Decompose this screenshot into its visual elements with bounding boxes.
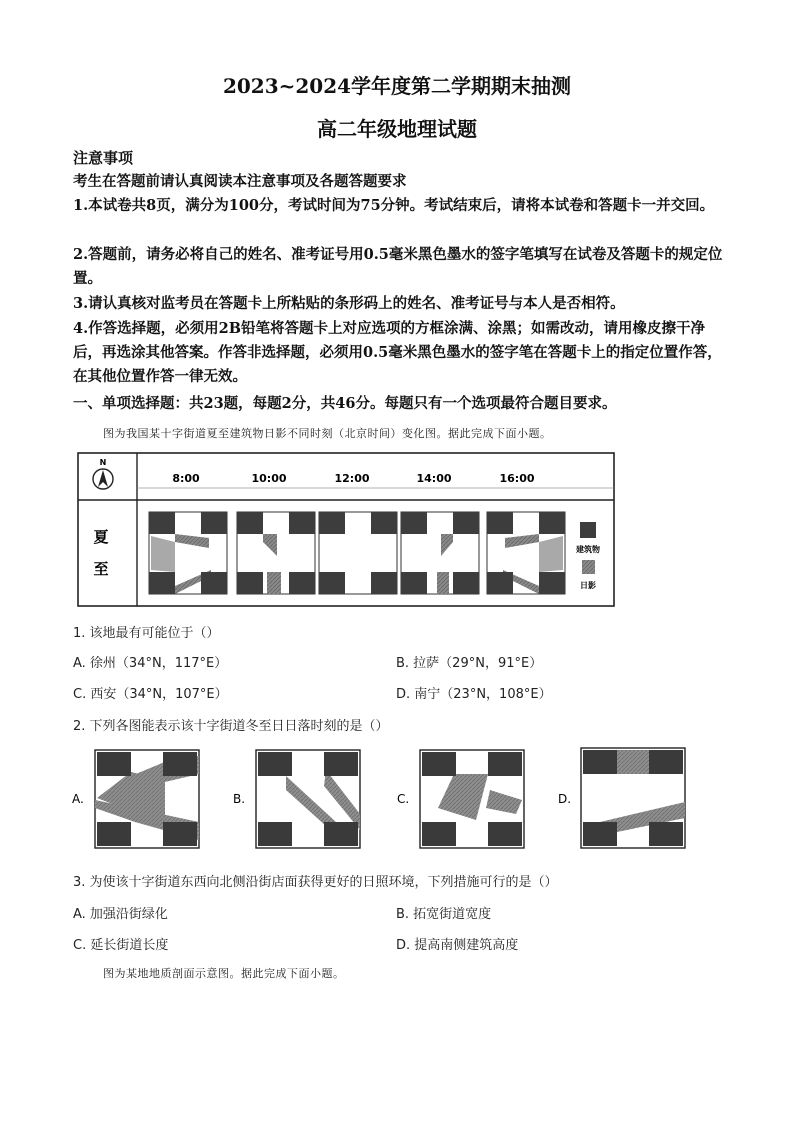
notice-item-3: 3.请认真核对监考员在答题卡上所粘贴的条形码上的姓名、准考证号与本人是否相符。 (73, 295, 625, 312)
page-subtitle: 高二年级地理试题 (317, 117, 477, 141)
time-label-2: 10:00 (251, 472, 287, 485)
notice-heading: 注意事项 (73, 149, 134, 167)
time-label-5: 16:00 (499, 472, 535, 485)
q2-option-a-label[interactable]: A. (72, 792, 84, 806)
q1-option-b[interactable]: B. 拉萨（29°N，91°E） (396, 656, 543, 671)
q2-option-d-diagram[interactable] (581, 748, 685, 848)
shadow-panel-0800 (149, 512, 227, 594)
q2-option-d-label[interactable]: D. (558, 792, 572, 806)
north-arrow-icon (93, 469, 113, 489)
shadow-panel-1000 (237, 512, 315, 594)
figure2-caption: 图为某地地质剖面示意图。据此完成下面小题。 (103, 967, 345, 980)
q2-option-b-diagram[interactable] (256, 750, 360, 848)
q3-option-b[interactable]: B. 拓宽街道宽度 (396, 907, 492, 922)
q2-option-c-diagram[interactable] (420, 750, 524, 848)
q3-stem: 3. 为使该十字街道东西向北侧沿街店面获得更好的日照环境，下列措施可行的是（） (73, 875, 558, 890)
shadow-figure (77, 452, 617, 608)
q1-option-a[interactable]: A. 徐州（34°N，117°E） (73, 656, 228, 671)
season-bottom: 至 (93, 560, 109, 578)
q3-option-a[interactable]: A. 加强沿街绿化 (73, 907, 168, 922)
q1-stem: 1. 该地最有可能位于（） (73, 626, 220, 641)
legend-building-swatch (580, 522, 596, 538)
notice-item-1: 1.本试卷共8页，满分为100分，考试时间为75分钟。考试结束后，请将本试卷和答题卡一并交回。 (73, 197, 715, 214)
q1-option-c[interactable]: C. 西安（34°N，107°E） (73, 687, 228, 702)
legend-shadow-swatch (582, 560, 595, 574)
section-heading: 一、单项选择题：共23题，每题2分，共46分。每题只有一个选项最符合题目要求。 (73, 395, 617, 412)
q2-option-b-label[interactable]: B. (233, 792, 246, 806)
time-label-4: 14:00 (416, 472, 452, 485)
q1-option-d[interactable]: D. 南宁（23°N，108°E） (396, 687, 552, 702)
q2-options-figure (70, 745, 690, 855)
q3-option-c[interactable]: C. 延长街道长度 (73, 938, 169, 953)
time-label-3: 12:00 (334, 472, 370, 485)
page-title: 2023~2024学年度第二学期期末抽测 (222, 74, 572, 98)
notice-item-4: 4.作答选择题，必须用2B铅笔将答题卡上对应选项的方框涂满、涂黑；如需改动，请用橡皮擦干净后，再选涂其他答案。作答非选择题，必须用0.5毫米黑色墨水的签字笔在答题卡上的指定位置作答，在其他位置作答一律无效。 (73, 320, 722, 385)
q2-option-c-label[interactable]: C. (397, 792, 410, 806)
shadow-panel-1200 (319, 512, 397, 594)
q2-option-a-diagram[interactable] (95, 750, 199, 848)
legend-building-label: 建筑物 (576, 545, 600, 554)
shadow-panel-1400 (401, 512, 479, 594)
notice-intro: 考生在答题前请认真阅读本注意事项及各题答题要求 (73, 173, 407, 190)
figure1-caption: 图为我国某十字街道夏至建筑物日影不同时刻（北京时间）变化图。据此完成下面小题。 (103, 427, 552, 440)
shadow-panel-1600 (487, 512, 565, 594)
season-top: 夏 (93, 528, 109, 546)
notice-item-2: 2.答题前，请务必将自己的姓名、准考证号用0.5毫米黑色墨水的签字笔填写在试卷及答题卡的规定位置。 (73, 246, 723, 287)
time-label-1: 8:00 (172, 472, 200, 485)
q3-option-d[interactable]: D. 提高南侧建筑高度 (396, 938, 519, 953)
q2-stem: 2. 下列各图能表示该十字街道冬至日日落时刻的是（） (73, 719, 389, 734)
legend-shadow-label: 日影 (580, 581, 596, 590)
north-label: N (99, 458, 107, 467)
